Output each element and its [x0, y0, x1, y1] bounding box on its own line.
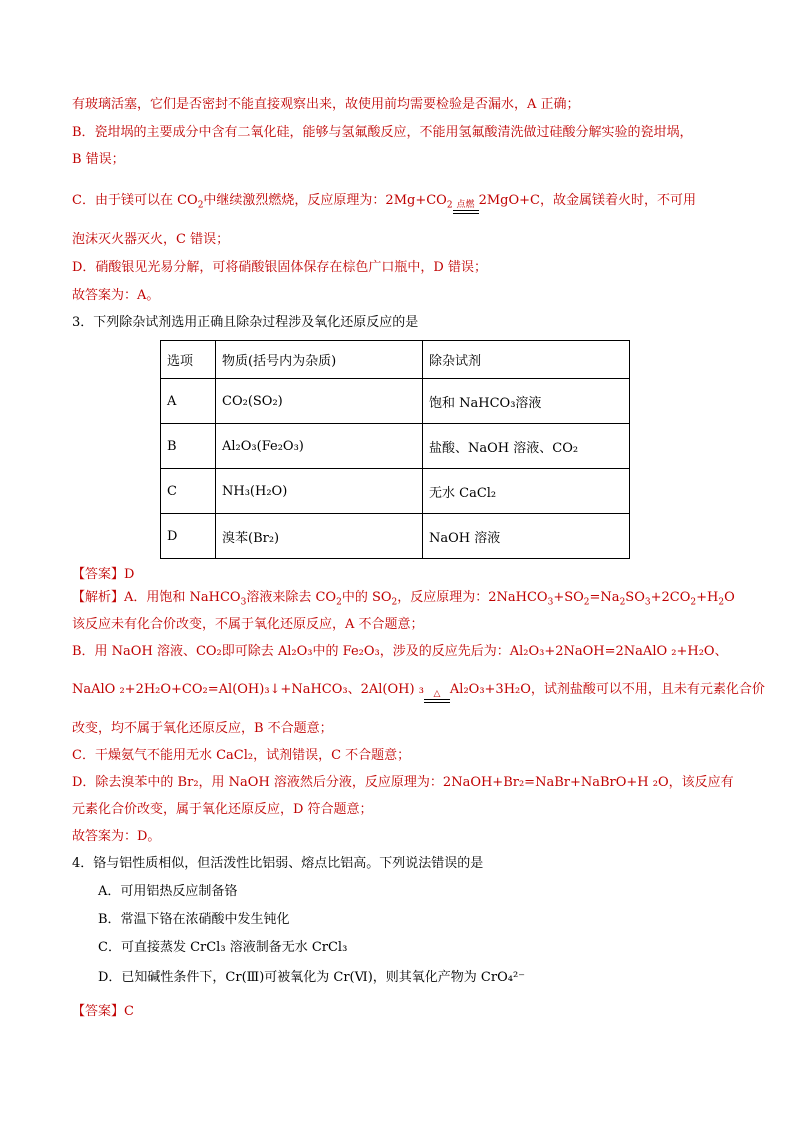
explanation-line: 泡沫灭火器灭火，C 错误；	[72, 232, 230, 247]
explanation-line: D．除去溴苯中的 Br₂，用 NaOH 溶液然后分液，反应原理为：2NaOH+Br₂=NaBr+NaBrO+H ₂O，该反应有	[72, 775, 734, 790]
question-3-stem: 3．下列除杂试剂选用正确且除杂过程涉及氧化还原反应的是	[72, 315, 419, 330]
explanation-line: B 错误；	[72, 152, 125, 167]
answer-summary: 故答案为：A。	[72, 288, 160, 303]
text-fragment: 2MgO+C，故金属镁着火时，不可用	[478, 193, 696, 208]
table-cell-substance: NH₃(H₂O)	[216, 469, 423, 514]
table-cell-substance: Al₂O₃(Fe₂O₃)	[216, 424, 423, 469]
text-fragment: 中继续激烈燃烧，反应原理为：2Mg+CO	[203, 193, 447, 208]
table-header-cell: 选项	[161, 341, 216, 379]
explanation-line: 该反应未有化合价改变，不属于氧化还原反应，A 不合题意；	[72, 617, 424, 632]
table-header-cell: 除杂试剂	[423, 341, 630, 379]
explanation-line: C．干燥氨气不能用无水 CaCl₂，试剂错误，C 不合题意；	[72, 748, 411, 763]
answer-label: 【答案】D	[72, 567, 135, 582]
explanation-line: 元素化合价改变，属于氧化还原反应，D 符合题意；	[72, 802, 373, 817]
table-cell-reagent: 无水 CaCl₂	[423, 469, 630, 514]
table-cell-reagent: NaOH 溶液	[423, 514, 630, 559]
option-d: D．已知碱性条件下，Cr(Ⅲ)可被氧化为 Cr(Ⅵ)，则其氧化产物为 CrO₄²⁻	[98, 970, 526, 985]
explanation-line-b2: NaAlO ₂+2H₂O+CO₂=Al(OH)₃↓+NaHCO₃、2Al(OH) ₃ △ Al₂O₃+3H₂O，试剂盐酸可以不用，且未有元素化合价	[72, 681, 765, 703]
table-cell-reagent: 盐酸、NaOH 溶液、CO₂	[423, 424, 630, 469]
table-header-cell: 物质(括号内为杂质)	[216, 341, 423, 379]
explanation-line: 有玻璃活塞，它们是否密封不能直接观察出来，故使用前均需要检验是否漏水，A 正确；	[72, 97, 580, 112]
option-b: B．常温下铬在浓硝酸中发生钝化	[98, 912, 290, 927]
explanation-line: B．用 NaOH 溶液、CO₂即可除去 Al₂O₃中的 Fe₂O₃，涉及的反应先后为：Al₂O₃+2NaOH=2NaAlO ₂+H₂O、	[72, 644, 728, 659]
reaction-condition: 点燃	[453, 201, 479, 214]
table-cell-substance: 溴苯(Br₂)	[216, 514, 423, 559]
explanation-line-mg: C．由于镁可以在 $CO_2$中继续激烈燃烧，反应原理为：$2Mg+CO_2$ 点燃 2MgO+C，故金属镁着火时，不可用	[72, 192, 696, 215]
table-cell-option: D	[161, 514, 216, 559]
answer-summary: 故答案为：D。	[72, 829, 161, 844]
table-cell-reagent: 饱和 NaHCO₃溶液	[423, 379, 630, 424]
reaction-condition: △	[424, 690, 450, 703]
option-a: A．可用铝热反应制备铬	[98, 884, 238, 899]
explanation-line: B．瓷坩埚的主要成分中含有二氧化硅，能够与氢氟酸反应，不能用氢氟酸清洗做过硅酸分解实验的瓷坩埚，	[72, 125, 693, 140]
options-table	[160, 340, 630, 559]
table-cell-option: A	[161, 379, 216, 424]
explanation-line: 改变，均不属于氧化还原反应，B 不合题意；	[72, 721, 333, 736]
table-row	[161, 424, 630, 469]
table-cell-option: C	[161, 469, 216, 514]
explanation-line: D．硝酸银见光易分解，可将硝酸银固体保存在棕色广口瓶中，D 错误；	[72, 260, 487, 275]
text-fragment: C．由于镁可以在 CO	[72, 193, 198, 208]
table-header-row	[161, 341, 630, 379]
table-cell-option: B	[161, 424, 216, 469]
question-4-stem: 4．铬与铝性质相似，但活泼性比铝弱、熔点比铝高。下列说法错误的是	[72, 856, 484, 871]
table-row	[161, 379, 630, 424]
answer-label: 【答案】C	[72, 1004, 134, 1019]
option-c: C．可直接蒸发 CrCl₃ 溶液制备无水 CrCl₃	[98, 940, 348, 955]
explanation-line-a: 【解析】A．用饱和 NaHCO$_3$溶液来除去 $CO_2$中的 $SO_2$，反应原理为：$2NaHCO_3+SO_2=Na_2SO_3+2CO_2+H_2O$	[72, 590, 735, 608]
table-row	[161, 469, 630, 514]
table-cell-substance: CO₂(SO₂)	[216, 379, 423, 424]
table-row	[161, 514, 630, 559]
